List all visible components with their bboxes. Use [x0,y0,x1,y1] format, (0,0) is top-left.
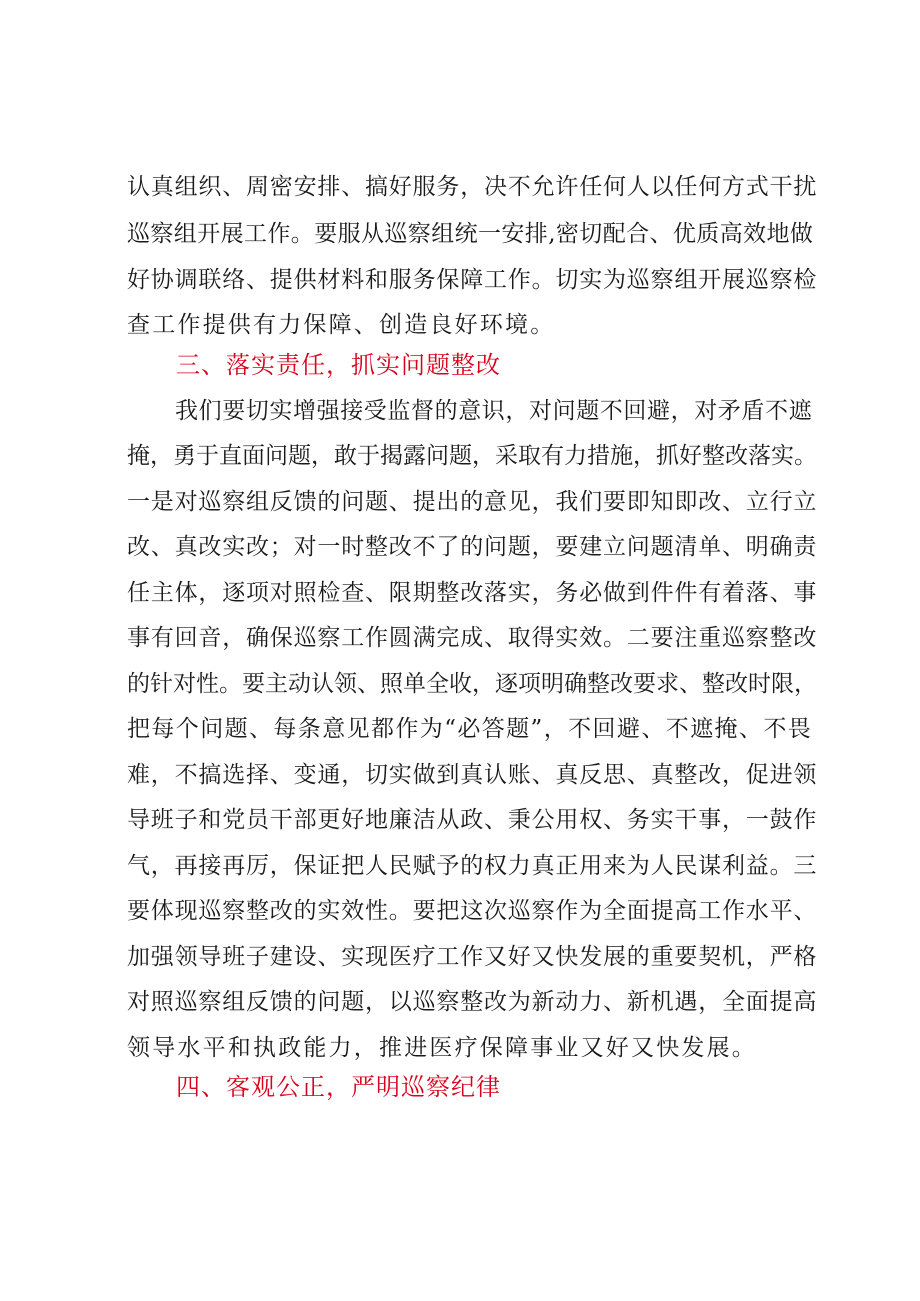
paragraph-line: 我们要切实增强接受监督的意识，对问题不回避，对矛盾不遮 [175,398,813,424]
paragraph-line: 把每个问题、每条意见都作为“必答题”，不回避、不遮掩、不畏 [127,716,813,742]
paragraph-line: 任主体，逐项对照检查、限期整改落实，务必做到件件有着落、事 [127,580,818,606]
paragraph-line: 事有回音，确保巡察工作圆满完成、取得实效。二要注重巡察整改 [127,625,818,651]
paragraph-line: 一是对巡察组反馈的问题、提出的意见，我们要即知即改、立行立 [127,489,818,515]
paragraph-line: 好协调联络、提供材料和服务保障工作。切实为巡察组开展巡察检 [127,267,818,293]
section-heading: 四、客观公正，严明巡察纪律 [176,1073,501,1101]
paragraph-line: 对照巡察组反馈的问题，以巡察整改为新动力、新机遇，全面提高 [127,989,818,1015]
paragraph-line: 改、真改实改；对一时整改不了的问题，要建立问题清单、明确责 [127,534,818,560]
paragraph-line: 加强领导班子建设、实现医疗工作又好又快发展的重要契机，严格 [127,944,818,970]
paragraph-line: 掩，勇于直面问题，敢于揭露问题，采取有力措施，抓好整改落实。 [127,443,817,469]
paragraph-line: 的针对性。要主动认领、照单全收，逐项明确整改要求、整改时限， [127,671,817,697]
paragraph-line: 巡察组开展工作。要服从巡察组统一安排,密切配合、优质高效地做 [127,221,814,247]
paragraph-line: 导班子和党员干部更好地廉洁从政、秉公用权、务实干事，一鼓作 [127,807,818,833]
paragraph-line: 气，再接再厉，保证把人民赋予的权力真正用来为人民谋利益。三 [127,853,818,879]
paragraph-line: 要体现巡察整改的实效性。要把这次巡察作为全面提高工作水平、 [127,898,818,924]
paragraph-line: 难，不搞选择、变通，切实做到真认账、真反思、真整改，促进领 [127,762,818,788]
paragraph-line: 认真组织、周密安排、搞好服务，决不允许任何人以任何方式干扰 [127,174,818,200]
paragraph-line: 查工作提供有力保障、创造良好环境。 [127,312,556,338]
section-heading: 三、落实责任，抓实问题整改 [176,351,501,379]
paragraph-line: 领导水平和执政能力，推进医疗保障事业又好又快发展。 [127,1035,757,1061]
